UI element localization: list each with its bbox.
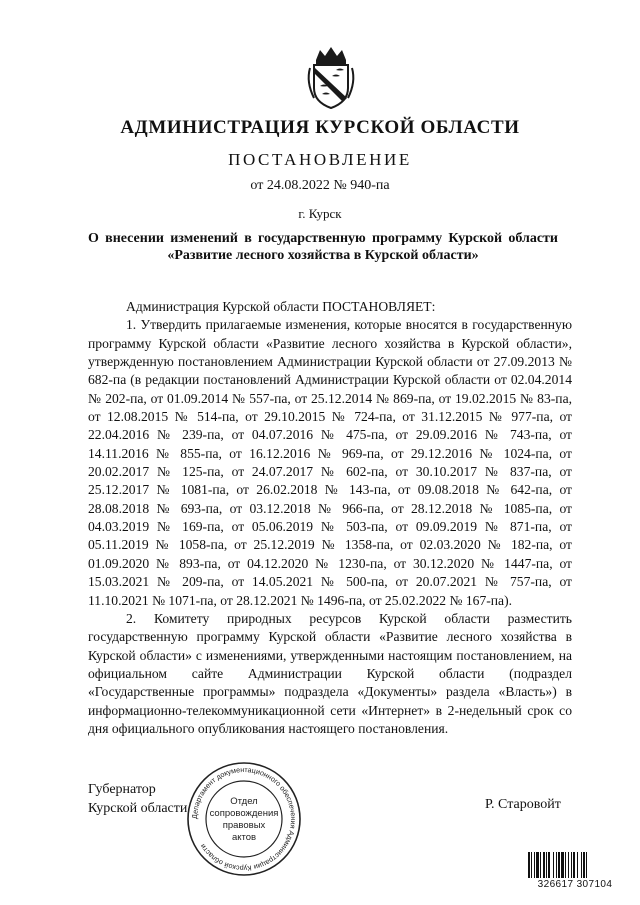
barcode-bar	[571, 852, 572, 878]
barcode-bar	[540, 852, 541, 878]
barcode-bar	[546, 852, 547, 878]
barcode-bar	[583, 852, 585, 878]
signatory-name: Р. Старовойт	[485, 797, 561, 812]
barcode-bar	[531, 852, 532, 878]
barcode-number: 326617 307104	[537, 879, 613, 890]
barcode-bar	[528, 852, 530, 878]
signatory-position-line-1: Губернатор	[88, 782, 156, 797]
barcode-bar	[556, 852, 557, 878]
svg-text:Департамент документационного: Департамент документационного обеспечения Администрации Курской области	[189, 764, 299, 874]
barcode-bar	[543, 852, 545, 878]
item-2-paragraph: 2. Комитету природных ресурсов Курской области разместить государственную программу Курской области «Развитие лесного хозяйства в Курской области» с изменениями, утвержденными настоящим постановлением, на официальном сайте Администрации Курской области (подраздел «Государственные программы» подраздела «Документы» раздела «Власть») в информационно-телекоммуникационной сети «Интернет» в 2-недельный срок со дня официального опубликования настоящего постановления.	[88, 610, 572, 736]
official-stamp	[185, 760, 303, 878]
document-type: ПОСТАНОВЛЕНИЕ	[228, 150, 412, 169]
barcode-bar	[586, 852, 587, 878]
barcode-bar	[568, 852, 569, 878]
item-1-paragraph: 1. Утвердить прилагаемые изменения, которые вносятся в государственную программу Курской области «Развитие лесного хозяйства в Курской области», утвержденную постановлением Администрации Курской области от 27.09.2013 № 682-па (в редакции постановлений Администрации Курской области от 02.04.2014 № 202-па, от 01.09.2014 № 557-па, от 25.12.2014 № 869-па, от 19.02.2015 № 83-па, от 12.08.2015 № 514-па, от 29.10.2015 № 724-па, от 31.12.2015 № 977-па, от 22.04.2016 № 239-па, от 04.07.2016 № 475-па, от 29.09.2016 № 743-па, от 14.11.2016 № 855-па, от 16.12.2016 № 969-па, от 29.12.2016 № 1024-па, от 20.02.2017 № 125-па, от 24.07.2017 № 602-па, от 30.10.2017 № 837-па, от 25.12.2017 № 1081-па, от 26.02.2018 № 143-па, от 09.08.2018 № 642-па, от 28.08.2018 № 693-па, от 03.12.2018 № 966-па, от 28.12.2018 № 1085-па, от 04.03.2019 № 169-па, от 05.06.2019 № 503-па, от 09.09.2019 № 871-па, от 05.11.2019 № 1058-па, от 25.12.2019 № 1358-па, от 02.03.2020 № 182-па, от 01.09.2020 № 893-па, от 04.12.2020 № 1230-па, от 30.12.2020 № 1447-па, от 15.03.2021 № 209-па, от 14.05.2021 № 500-па, от 20.07.2021 № 757-па, от 11.10.2021 № 1071-па, от 28.12.2021 № 1496-па, от 25.02.2022 № 167-па).	[88, 317, 572, 608]
barcode-bar	[565, 852, 566, 878]
barcode	[528, 852, 620, 878]
barcode-bar	[548, 852, 550, 878]
svg-text:актов: актов	[231, 832, 257, 843]
barcode-bar	[561, 852, 564, 878]
document-city: г. Курск	[298, 206, 342, 221]
barcode-bar	[581, 852, 582, 878]
document-body	[88, 298, 572, 738]
svg-text:правовых: правовых	[222, 820, 266, 831]
svg-text:Отдел: Отдел	[230, 796, 258, 807]
document-subject: О внесении изменений в государственную программу Курской области «Развитие лесного хозяйства в Курской области»	[88, 231, 558, 263]
barcode-bar	[558, 852, 560, 878]
barcode-bar	[553, 852, 554, 878]
signatory-position	[88, 780, 187, 818]
coat-of-arms-icon	[296, 44, 366, 110]
barcode-bar	[577, 852, 578, 878]
barcode-bar	[573, 852, 575, 878]
organization-title: АДМИНИСТРАЦИЯ КУРСКОЙ ОБЛАСТИ	[120, 117, 520, 138]
signatory-position-line-2: Курской области	[88, 801, 188, 816]
barcode-bar	[536, 852, 539, 878]
intro-paragraph: Администрация Курской области ПОСТАНОВЛЯЕТ:	[126, 299, 436, 314]
svg-text:сопровождения: сопровождения	[209, 808, 279, 819]
document-number: от 24.08.2022 № 940-па	[250, 178, 390, 193]
barcode-bar	[534, 852, 535, 878]
